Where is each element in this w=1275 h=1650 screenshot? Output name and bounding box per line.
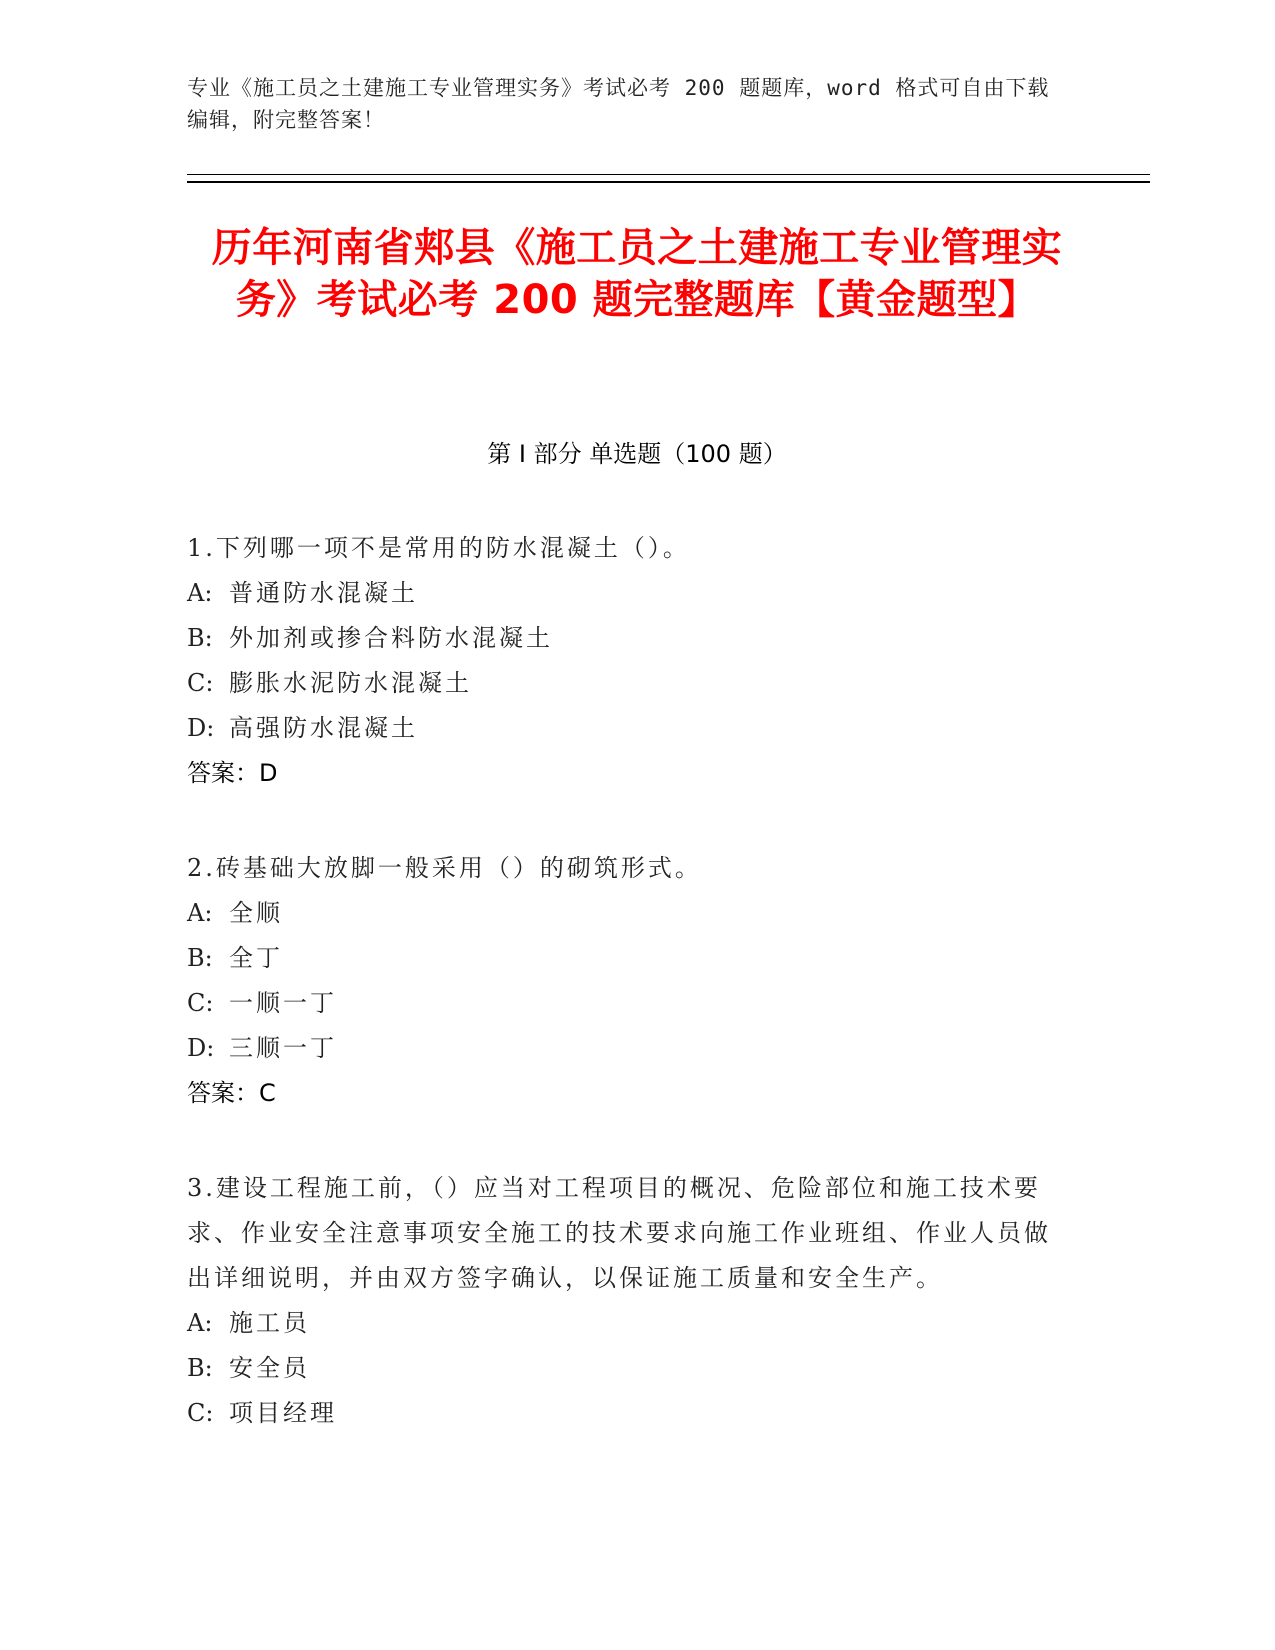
option-text: 一顺一丁	[229, 989, 337, 1017]
question-text: 1.下列哪一项不是常用的防水混凝土（）。	[187, 534, 690, 562]
option-text: 安全员	[229, 1354, 310, 1382]
document-title: 历年河南省郏县《施工员之土建施工专业管理实务》考试必考 200 题完整题库【黄金题型】	[211, 225, 1063, 323]
option-b	[187, 936, 1067, 981]
section-heading: 第 I 部分 单选题（100 题）	[487, 440, 787, 468]
option-key: A:	[187, 899, 213, 927]
option-c	[187, 661, 1067, 706]
option-text: 全丁	[229, 944, 283, 972]
option-text: 外加剂或掺合料防水混凝土	[229, 624, 553, 652]
header-divider-thick	[187, 181, 1150, 183]
option-b	[187, 616, 1067, 661]
option-c	[187, 1391, 1067, 1436]
option-d	[187, 1026, 1067, 1071]
question-text: 2.砖基础大放脚一般采用（）的砌筑形式。	[187, 854, 702, 882]
answer: 答案：C	[187, 1079, 276, 1107]
option-key: B:	[187, 624, 213, 652]
option-text: 施工员	[229, 1309, 310, 1337]
option-b	[187, 1346, 1067, 1391]
option-a	[187, 891, 1067, 936]
option-a	[187, 1301, 1067, 1346]
option-c	[187, 981, 1067, 1026]
option-a	[187, 571, 1067, 616]
option-key: A:	[187, 1309, 213, 1337]
question-text: 3.建设工程施工前，（）应当对工程项目的概况、危险部位和施工技术要求、作业安全注意事项安全施工的技术要求向施工作业班组、作业人员做出详细说明，并由双方签字确认，以保证施工质量和安全生产。	[187, 1174, 1051, 1292]
option-text: 膨胀水泥防水混凝土	[229, 669, 472, 697]
option-key: B:	[187, 1354, 213, 1382]
header-divider-thin	[187, 174, 1150, 175]
option-text: 全顺	[229, 899, 283, 927]
option-text: 项目经理	[229, 1399, 337, 1427]
question-list	[187, 526, 1067, 1486]
document-header-note: 专业《施工员之土建施工专业管理实务》考试必考 200 题题库，word 格式可自由下载编辑，附完整答案！	[187, 76, 1050, 132]
option-key: D:	[187, 714, 215, 742]
option-key: B:	[187, 944, 213, 972]
option-text: 三顺一丁	[229, 1034, 337, 1062]
option-key: A:	[187, 579, 213, 607]
question-2	[187, 846, 1067, 1116]
option-text: 普通防水混凝土	[229, 579, 418, 607]
option-key: D:	[187, 1034, 215, 1062]
question-3	[187, 1166, 1067, 1436]
question-1	[187, 526, 1067, 796]
option-key: C:	[187, 669, 214, 697]
option-key: C:	[187, 989, 214, 1017]
option-d	[187, 706, 1067, 751]
option-text: 高强防水混凝土	[229, 714, 418, 742]
answer: 答案：D	[187, 759, 278, 787]
option-key: C:	[187, 1399, 214, 1427]
